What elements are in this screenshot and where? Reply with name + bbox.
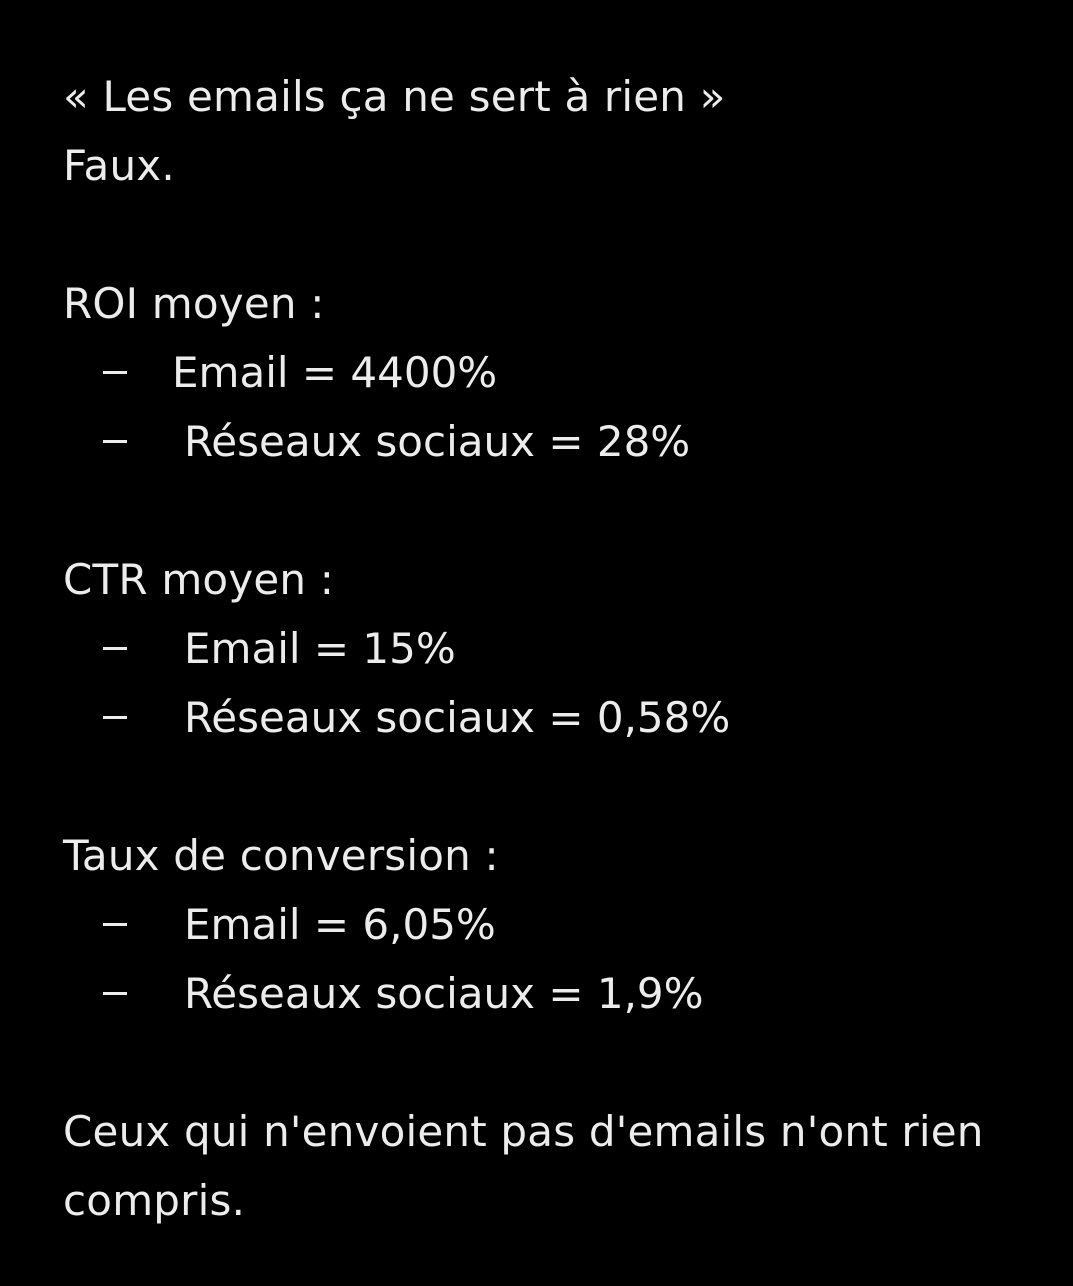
- list-item: [63, 890, 1073, 959]
- conversion-heading: Taux de conversion :: [63, 831, 499, 880]
- list-item: [63, 614, 1073, 683]
- ctr-heading: CTR moyen :: [63, 555, 335, 604]
- list-item-text: Email = 4400%: [172, 348, 498, 397]
- list-item: [63, 959, 1073, 1028]
- spacer: [63, 1028, 1073, 1097]
- list-item-text: Réseaux sociaux = 28%: [184, 417, 691, 466]
- spacer: [63, 200, 1073, 269]
- dash-bullet-icon: [103, 371, 127, 374]
- dash-bullet-icon: [103, 440, 127, 443]
- list-item-text: Réseaux sociaux = 1,9%: [184, 969, 704, 1018]
- list-item-text: Email = 6,05%: [184, 900, 496, 949]
- list-item: [63, 683, 1073, 752]
- dash-bullet-icon: [103, 992, 127, 995]
- roi-heading: ROI moyen :: [63, 279, 325, 328]
- list-item: [63, 407, 1073, 476]
- list-item: [63, 338, 1073, 407]
- intro-quote: « Les emails ça ne sert à rien »: [63, 72, 726, 121]
- dash-bullet-icon: [103, 647, 127, 650]
- dash-bullet-icon: [103, 716, 127, 719]
- conclusion-text: Ceux qui n'envoient pas d'emails n'ont rien compris.: [63, 1107, 984, 1225]
- intro-answer: Faux.: [63, 141, 175, 190]
- spacer: [63, 476, 1073, 545]
- list-item-text: Réseaux sociaux = 0,58%: [184, 693, 731, 742]
- list-item-text: Email = 15%: [184, 624, 456, 673]
- spacer: [63, 752, 1073, 821]
- dash-bullet-icon: [103, 923, 127, 926]
